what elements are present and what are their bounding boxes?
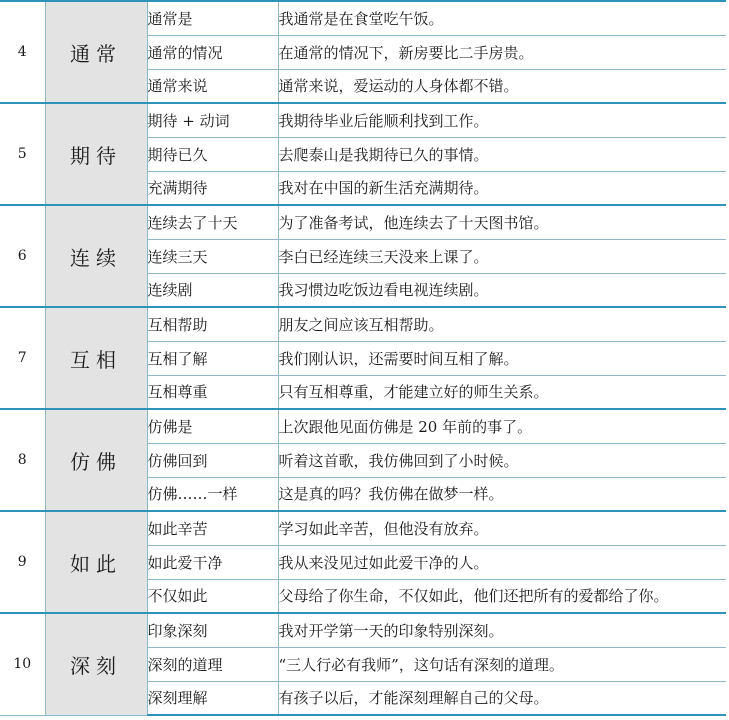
collocation-phrase: 通常来说 (147, 69, 278, 103)
table-row (0, 103, 726, 137)
collocation-phrase: 仿佛……一样 (147, 477, 278, 511)
collocation-phrase: 期待 + 动词 (147, 103, 278, 137)
collocation-phrase: 互相了解 (147, 341, 278, 375)
example-sentence: 上次跟他见面仿佛是 20 年前的事了。 (278, 409, 726, 443)
example-sentence: 我通常是在食堂吃午饭。 (278, 1, 726, 35)
table-row (0, 409, 726, 443)
collocation-phrase: 连续去了十天 (147, 205, 278, 239)
example-sentence: 在通常的情况下，新房要比二手房贵。 (278, 35, 726, 69)
example-sentence: 我习惯边吃饭边看电视连续剧。 (278, 273, 726, 307)
vocabulary-word: 深刻 (45, 613, 147, 715)
vocabulary-word: 通常 (45, 1, 147, 103)
example-sentence: 我对开学第一天的印象特别深刻。 (278, 613, 726, 647)
entry-number: 7 (0, 307, 45, 409)
collocation-phrase: 印象深刻 (147, 613, 278, 647)
example-sentence: 学习如此辛苦，但他没有放弃。 (278, 511, 726, 545)
example-sentence: 朋友之间应该互相帮助。 (278, 307, 726, 341)
example-sentence: 为了准备考试，他连续去了十天图书馆。 (278, 205, 726, 239)
vocabulary-word: 互相 (45, 307, 147, 409)
entry-number: 4 (0, 1, 45, 103)
collocation-phrase: 通常是 (147, 1, 278, 35)
example-sentence: 我从来没见过如此爱干净的人。 (278, 545, 726, 579)
vocabulary-word: 仿佛 (45, 409, 147, 511)
example-sentence: 听着这首歌，我仿佛回到了小时候。 (278, 443, 726, 477)
collocation-phrase: 互相帮助 (147, 307, 278, 341)
table-row (0, 511, 726, 545)
collocation-phrase: 仿佛是 (147, 409, 278, 443)
example-sentence: 父母给了你生命，不仅如此，他们还把所有的爱都给了你。 (278, 579, 726, 613)
collocation-phrase: 如此辛苦 (147, 511, 278, 545)
collocation-phrase: 连续三天 (147, 239, 278, 273)
vocabulary-table-body (0, 1, 726, 715)
example-sentence: 我期待毕业后能顺利找到工作。 (278, 103, 726, 137)
collocation-phrase: 通常的情况 (147, 35, 278, 69)
collocation-phrase: 深刻理解 (147, 681, 278, 715)
table-row (0, 307, 726, 341)
vocabulary-word: 如此 (45, 511, 147, 613)
example-sentence: 有孩子以后，才能深刻理解自己的父母。 (278, 681, 726, 715)
table-row (0, 1, 726, 35)
entry-number: 9 (0, 511, 45, 613)
example-sentence: 我们刚认识，还需要时间互相了解。 (278, 341, 726, 375)
example-sentence: 我对在中国的新生活充满期待。 (278, 171, 726, 205)
entry-number: 5 (0, 103, 45, 205)
entry-number: 10 (0, 613, 45, 715)
example-sentence: 通常来说，爱运动的人身体都不错。 (278, 69, 726, 103)
vocabulary-word: 期待 (45, 103, 147, 205)
example-sentence: 这是真的吗？我仿佛在做梦一样。 (278, 477, 726, 511)
collocation-phrase: 不仅如此 (147, 579, 278, 613)
example-sentence: 去爬泰山是我期待已久的事情。 (278, 137, 726, 171)
vocabulary-word: 连续 (45, 205, 147, 307)
table-row (0, 205, 726, 239)
entry-number: 8 (0, 409, 45, 511)
collocation-phrase: 充满期待 (147, 171, 278, 205)
collocation-phrase: 深刻的道理 (147, 647, 278, 681)
collocation-phrase: 期待已久 (147, 137, 278, 171)
entry-number: 6 (0, 205, 45, 307)
collocation-phrase: 如此爱干净 (147, 545, 278, 579)
example-sentence: 只有互相尊重，才能建立好的师生关系。 (278, 375, 726, 409)
collocation-phrase: 仿佛回到 (147, 443, 278, 477)
example-sentence: 李白已经连续三天没来上课了。 (278, 239, 726, 273)
collocation-phrase: 互相尊重 (147, 375, 278, 409)
table-row (0, 613, 726, 647)
collocation-phrase: 连续剧 (147, 273, 278, 307)
example-sentence: “三人行必有我师”，这句话有深刻的道理。 (278, 647, 726, 681)
